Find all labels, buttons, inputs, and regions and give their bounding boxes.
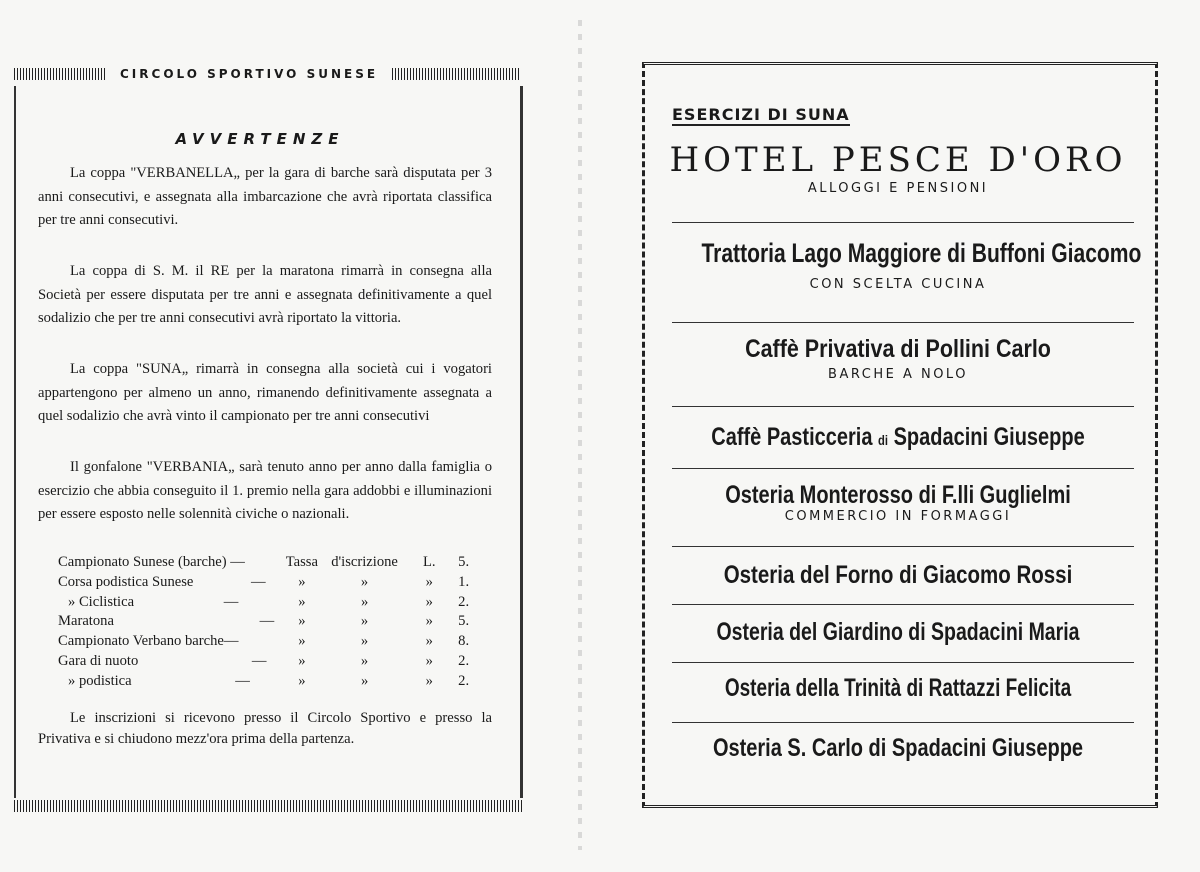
divider: [672, 468, 1134, 469]
business-entry: [646, 420, 1150, 457]
business-entry: [646, 478, 1150, 526]
fee-row: » podistica — » » » 2.: [68, 672, 470, 689]
fee-row: » Ciclistica — » » » 2.: [68, 593, 470, 610]
business-name: Osteria S. Carlo di Spadacini Giuseppe: [712, 734, 1084, 762]
divider: [672, 546, 1134, 547]
fee-row: Campionato Sunese (barche) — Tassa d'iscrizione L. 5.: [58, 554, 470, 570]
business-name: Osteria del Giardino di Spadacini Maria: [716, 618, 1080, 646]
esercizi-header: ESERCIZI DI SUNA: [672, 105, 850, 124]
business-name: Trattoria Lago Maggiore di Buffoni Giacomo: [701, 238, 1142, 268]
business-name: Osteria del Forno di Giacomo Rossi: [723, 561, 1073, 589]
business-sub: COMMERCIO IN FORMAGGI: [784, 509, 1012, 524]
paragraph-verbanella: La coppa "VERBANELLA„ per la gara di barche sarà disputata per 3 anni consecutivi, e assegnata alla imbarcazione che avrà riportata classifica per tre anni consecutivi.: [38, 165, 492, 228]
closing-paragraph: Le inscrizioni si ricevono presso il Circolo Sportivo e presso la Privativa e si chiudono mezz'ora prima della partenza.: [38, 710, 492, 747]
business-entry: [646, 558, 1150, 592]
divider: [672, 662, 1134, 663]
business-name: Osteria della Trinità di Rattazzi Felicita: [724, 674, 1072, 702]
left-page: [0, 0, 580, 872]
fee-row: Maratona — » » » 5.: [58, 613, 470, 630]
business-name: Caffè Privativa di Pollini Carlo: [745, 335, 1051, 363]
business-entry: [646, 332, 1150, 384]
fee-row: Corsa podistica Sunese — » » » 1.: [58, 573, 470, 590]
banner-title: CIRCOLO SPORTIVO SUNESE: [120, 67, 379, 81]
paragraph-gonfalone: Il gonfalone "VERBANIA„ sarà tenuto anno per anno dalla famiglia o esercizio che abbia conseguito il 1. premio nella gara addobbi e illuminazioni per essere esposto nelle solennità civiche o nazionali.: [38, 459, 492, 522]
banner: [14, 64, 520, 84]
hotel-sub: ALLOGGI E PENSIONI: [807, 181, 989, 196]
divider: [672, 604, 1134, 605]
divider: [672, 322, 1134, 323]
divider: [672, 722, 1134, 723]
business-name: Caffè Pasticceria di Spadacini Giuseppe: [711, 423, 1085, 451]
fee-row: Campionato Verbano barche— » » » 8.: [58, 633, 470, 650]
business-entry: [646, 671, 1150, 705]
hotel-name: HOTEL PESCE D'ORO: [669, 140, 1127, 180]
banner-ruler-right: [392, 68, 520, 80]
business-entry: [646, 731, 1150, 765]
divider: [672, 406, 1134, 407]
fees-table: [58, 553, 488, 692]
hotel-entry: [646, 140, 1150, 198]
business-entry: [646, 615, 1150, 649]
business-sub: BARCHE A NOLO: [828, 367, 968, 382]
bottom-ruler: [14, 800, 522, 812]
paragraph-coppa-suna: La coppa "SUNA„ rimarrà in consegna alla società cui i vogatori appartengono per almeno un anno, rimanendo definitivamente assegnata a quel sodalizio che avrà vinto il campionato per tre anni consecutivi: [38, 361, 492, 424]
paragraph-coppa-re: La coppa di S. M. il RE per la maratona rimarrà in consegna alla Società per essere disputata per tre anni e assegnata definitivamente a quel sodalizio che per tre anni consecutivi avrà riportato la vittoria.: [38, 263, 492, 326]
business-sub: CON SCELTA CUCINA: [809, 277, 987, 292]
divider: [672, 222, 1134, 223]
business-name: Osteria Monterosso di F.lli Guglielmi: [725, 481, 1071, 509]
avvertenze-title: AVVERTENZE: [175, 130, 345, 148]
right-page: [580, 0, 1200, 872]
banner-ruler-left: [14, 68, 106, 80]
fee-row: Gara di nuoto — » » » 2.: [58, 652, 470, 669]
business-entry: [646, 236, 1150, 294]
